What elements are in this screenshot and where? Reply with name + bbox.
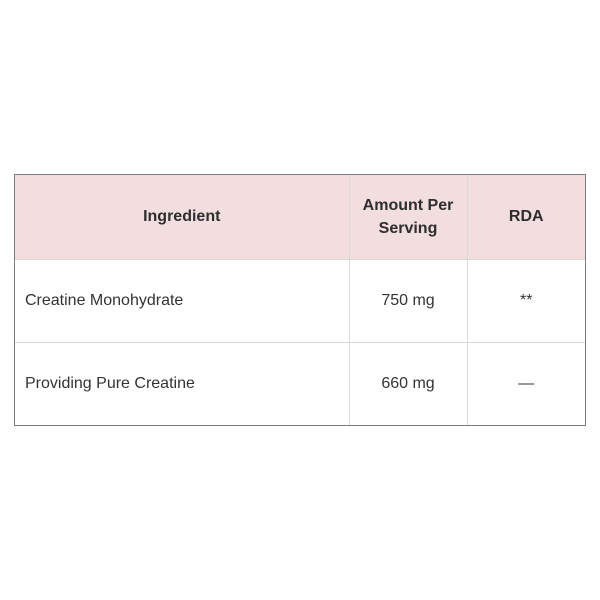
- table-row: [15, 342, 585, 425]
- table-header-row: [15, 175, 585, 259]
- supplement-facts-table: [14, 174, 586, 426]
- cell-amount: 750 mg: [349, 259, 467, 342]
- cell-ingredient: Creatine Monohydrate: [15, 259, 349, 342]
- cell-amount: 660 mg: [349, 342, 467, 425]
- cell-ingredient: Providing Pure Creatine: [15, 342, 349, 425]
- ingredients-table: [15, 175, 585, 425]
- header-rda: RDA: [467, 175, 585, 259]
- header-amount-per-serving: Amount Per Serving: [349, 175, 467, 259]
- table-row: [15, 259, 585, 342]
- header-ingredient: Ingredient: [15, 175, 349, 259]
- cell-rda: **: [467, 259, 585, 342]
- cell-rda: —: [518, 374, 535, 392]
